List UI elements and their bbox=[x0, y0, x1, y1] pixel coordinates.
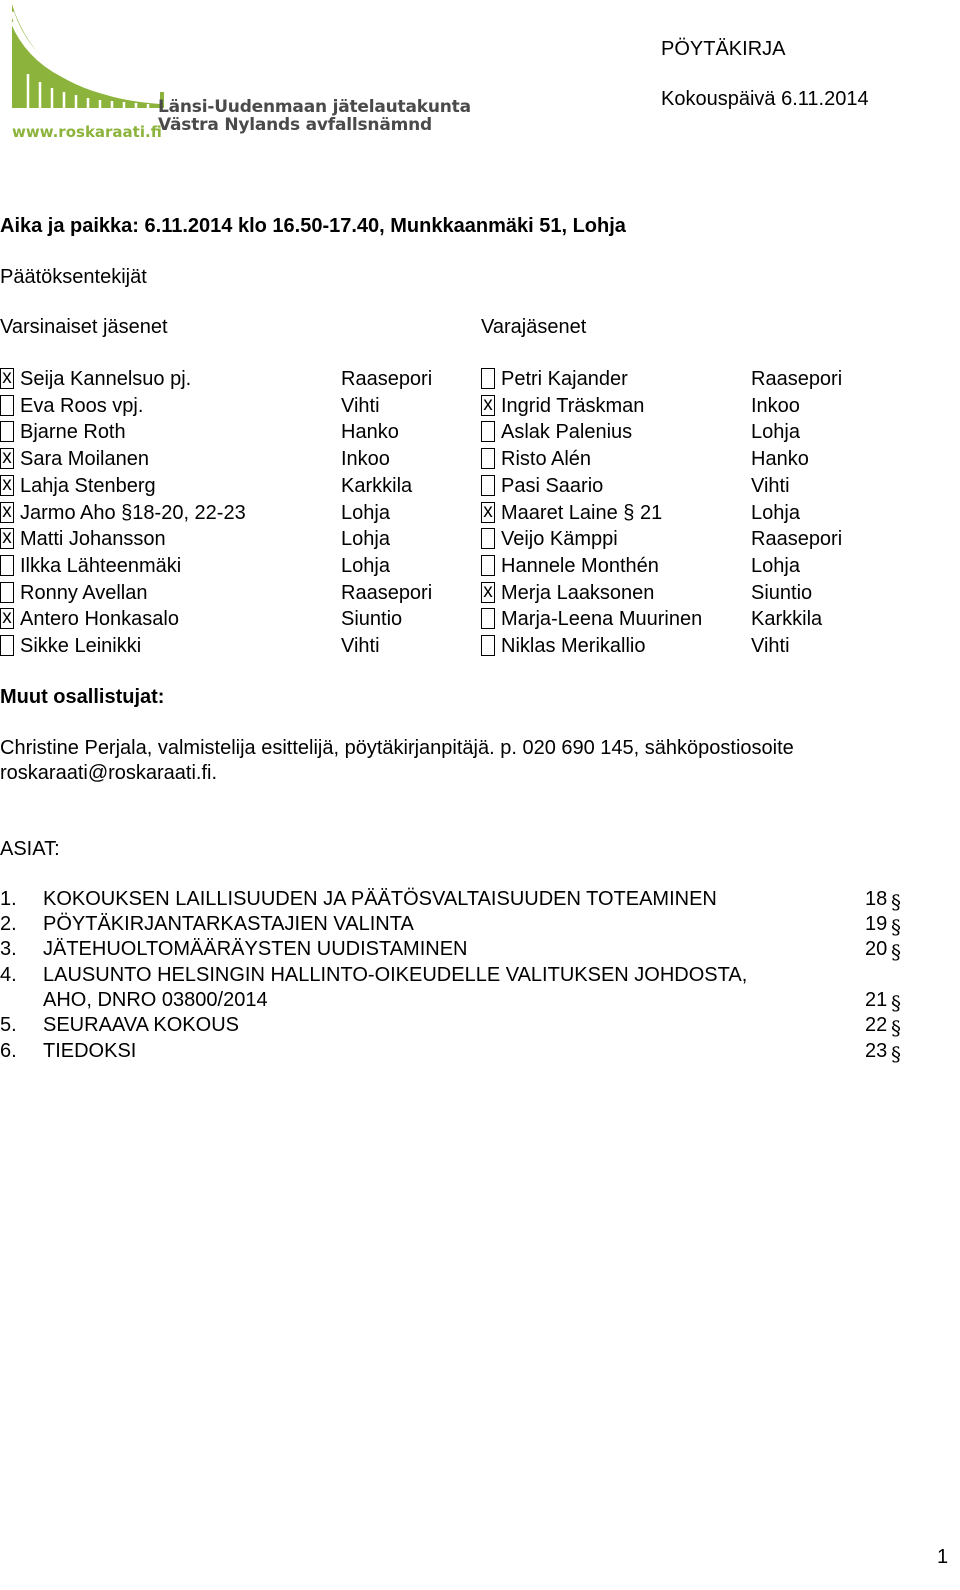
member-name: Antero Honkasalo bbox=[20, 608, 179, 630]
deputy-town: Lohja bbox=[751, 502, 800, 524]
deputy-town: Raasepori bbox=[751, 368, 843, 390]
member-row bbox=[0, 395, 960, 419]
agenda-item-number: 1. bbox=[0, 888, 17, 910]
attendance-checkbox bbox=[0, 421, 14, 442]
member-name: Bjarne Roth bbox=[20, 421, 126, 443]
member-row bbox=[0, 448, 960, 472]
deputy-name: Hannele Monthén bbox=[501, 555, 659, 577]
member-town: Lohja bbox=[341, 502, 390, 524]
member-town: Inkoo bbox=[341, 448, 390, 470]
deputy-name: Niklas Merikallio bbox=[501, 635, 646, 657]
deputy-attendance-checkbox bbox=[481, 635, 495, 656]
attendance-checkbox bbox=[0, 555, 14, 576]
deputy-name: Ingrid Träskman bbox=[501, 395, 645, 417]
attendance-checkbox bbox=[0, 635, 14, 656]
deputy-name: Petri Kajander bbox=[501, 368, 628, 390]
deputy-name: Marja-Leena Muurinen bbox=[501, 608, 703, 630]
agenda-item-paragraph: 21 bbox=[865, 989, 888, 1011]
attendance-checkbox: x bbox=[0, 448, 14, 469]
member-name: Sara Moilanen bbox=[20, 448, 149, 470]
deputy-attendance-checkbox bbox=[481, 448, 495, 469]
member-row bbox=[0, 475, 960, 499]
deputy-attendance-checkbox: x bbox=[481, 395, 495, 416]
deputy-attendance-checkbox: x bbox=[481, 502, 495, 523]
member-name: Ronny Avellan bbox=[20, 582, 148, 604]
member-row bbox=[0, 528, 960, 552]
agenda-item-title: JÄTEHUOLTOMÄÄRÄYSTEN UUDISTAMINEN bbox=[43, 938, 468, 960]
member-town: Vihti bbox=[341, 635, 380, 657]
paragraph-sign: § bbox=[891, 940, 901, 964]
deputy-attendance-checkbox: x bbox=[481, 582, 495, 603]
deputy-attendance-checkbox bbox=[481, 475, 495, 496]
deputy-town: Hanko bbox=[751, 448, 809, 470]
deputy-name: Pasi Saario bbox=[501, 475, 604, 497]
agenda-item-paragraph: 19 bbox=[865, 913, 888, 935]
member-town: Vihti bbox=[341, 395, 380, 417]
deputy-town: Lohja bbox=[751, 555, 800, 577]
attendance-checkbox bbox=[0, 582, 14, 603]
deputy-town: Lohja bbox=[751, 421, 800, 443]
member-row bbox=[0, 582, 960, 606]
regular-members-heading: Varsinaiset jäsenet bbox=[0, 316, 168, 338]
deputy-town: Siuntio bbox=[751, 582, 813, 604]
member-town: Hanko bbox=[341, 421, 399, 443]
attendance-checkbox: x bbox=[0, 608, 14, 629]
agenda-item-title: SEURAAVA KOKOUS bbox=[43, 1014, 239, 1036]
attendance-checkbox: x bbox=[0, 368, 14, 389]
agenda-item-number: 5. bbox=[0, 1014, 17, 1036]
deputy-attendance-checkbox bbox=[481, 368, 495, 389]
member-town: Siuntio bbox=[341, 608, 403, 630]
paragraph-sign: § bbox=[891, 1016, 901, 1040]
member-name: Sikke Leinikki bbox=[20, 635, 142, 657]
page-number: 1 bbox=[937, 1546, 949, 1568]
deputy-name: Maaret Laine § 21 bbox=[501, 502, 663, 524]
deputy-town: Vihti bbox=[751, 635, 790, 657]
logo-text-swedish: Västra Nylands avfallsnämnd bbox=[158, 115, 432, 135]
member-name: Ilkka Lähteenmäki bbox=[20, 555, 182, 577]
deputy-town: Karkkila bbox=[751, 608, 823, 630]
deputy-attendance-checkbox bbox=[481, 421, 495, 442]
agenda-item-paragraph: 20 bbox=[865, 938, 888, 960]
agenda-item-number: 2. bbox=[0, 913, 17, 935]
member-name: Jarmo Aho §18-20, 22-23 bbox=[20, 502, 246, 524]
decision-makers-heading: Päätöksentekijät bbox=[0, 266, 147, 288]
member-town: Karkkila bbox=[341, 475, 413, 497]
deputy-name: Veijo Kämppi bbox=[501, 528, 618, 550]
deputy-attendance-checkbox bbox=[481, 608, 495, 629]
logo-text-finnish: Länsi-Uudenmaan jätelautakunta bbox=[158, 97, 471, 117]
attendance-checkbox: x bbox=[0, 528, 14, 549]
member-row bbox=[0, 555, 960, 579]
member-row bbox=[0, 368, 960, 392]
attendance-checkbox bbox=[0, 395, 14, 416]
deputy-members-heading: Varajäsenet bbox=[481, 316, 587, 338]
organization-logo bbox=[10, 4, 170, 132]
agenda-item-title: TIEDOKSI bbox=[43, 1040, 137, 1062]
member-town: Raasepori bbox=[341, 582, 433, 604]
member-row bbox=[0, 502, 960, 526]
attendance-checkbox: x bbox=[0, 502, 14, 523]
paragraph-sign: § bbox=[891, 1042, 901, 1066]
agenda-item-number: 4. bbox=[0, 964, 17, 986]
agenda-heading: ASIAT: bbox=[0, 838, 60, 860]
deputy-attendance-checkbox bbox=[481, 555, 495, 576]
paragraph-sign: § bbox=[891, 890, 901, 914]
paragraph-sign: § bbox=[891, 991, 901, 1015]
member-row bbox=[0, 421, 960, 445]
document-type: PÖYTÄKIRJA bbox=[661, 38, 786, 60]
member-name: Eva Roos vpj. bbox=[20, 395, 144, 417]
agenda-item-title: KOKOUKSEN LAILLISUUDEN JA PÄÄTÖSVALTAISUUDEN TOTEAMINEN bbox=[43, 888, 717, 910]
other-participant-line: Christine Perjala, valmistelija esittelijä, pöytäkirjanpitäjä. p. 020 690 145, sähköpostiosoite bbox=[0, 737, 794, 759]
deputy-town: Vihti bbox=[751, 475, 790, 497]
deputy-attendance-checkbox bbox=[481, 528, 495, 549]
paragraph-sign: § bbox=[891, 915, 901, 939]
member-town: Raasepori bbox=[341, 368, 433, 390]
other-participant-email: roskaraati@roskaraati.fi. bbox=[0, 762, 218, 784]
agenda-item-paragraph: 23 bbox=[865, 1040, 888, 1062]
agenda-item-paragraph: 22 bbox=[865, 1014, 888, 1036]
agenda-item-paragraph: 18 bbox=[865, 888, 888, 910]
member-row bbox=[0, 608, 960, 632]
deputy-town: Raasepori bbox=[751, 528, 843, 550]
agenda-item-title: AHO, DNRO 03800/2014 bbox=[43, 989, 268, 1011]
logo-url: www.roskaraati.fi bbox=[12, 123, 162, 141]
deputy-name: Merja Laaksonen bbox=[501, 582, 655, 604]
deputy-name: Aslak Palenius bbox=[501, 421, 633, 443]
agenda-item-title: LAUSUNTO HELSINGIN HALLINTO-OIKEUDELLE VALITUKSEN JOHDOSTA, bbox=[43, 964, 748, 986]
member-town: Lohja bbox=[341, 555, 390, 577]
member-name: Lahja Stenberg bbox=[20, 475, 156, 497]
agenda-item-title: PÖYTÄKIRJANTARKASTAJIEN VALINTA bbox=[43, 913, 414, 935]
deputy-name: Risto Alén bbox=[501, 448, 592, 470]
member-name: Matti Johansson bbox=[20, 528, 166, 550]
logo-graphic bbox=[10, 4, 170, 126]
member-name: Seija Kannelsuo pj. bbox=[20, 368, 192, 390]
attendance-checkbox: x bbox=[0, 475, 14, 496]
meeting-date: Kokouspäivä 6.11.2014 bbox=[661, 88, 869, 110]
other-participants-heading: Muut osallistujat: bbox=[0, 686, 165, 708]
agenda-item-number: 3. bbox=[0, 938, 17, 960]
member-row bbox=[0, 635, 960, 659]
member-town: Lohja bbox=[341, 528, 390, 550]
agenda-item-number: 6. bbox=[0, 1040, 17, 1062]
deputy-town: Inkoo bbox=[751, 395, 800, 417]
time-place: Aika ja paikka: 6.11.2014 klo 16.50-17.40, Munkkaanmäki 51, Lohja bbox=[0, 215, 626, 237]
